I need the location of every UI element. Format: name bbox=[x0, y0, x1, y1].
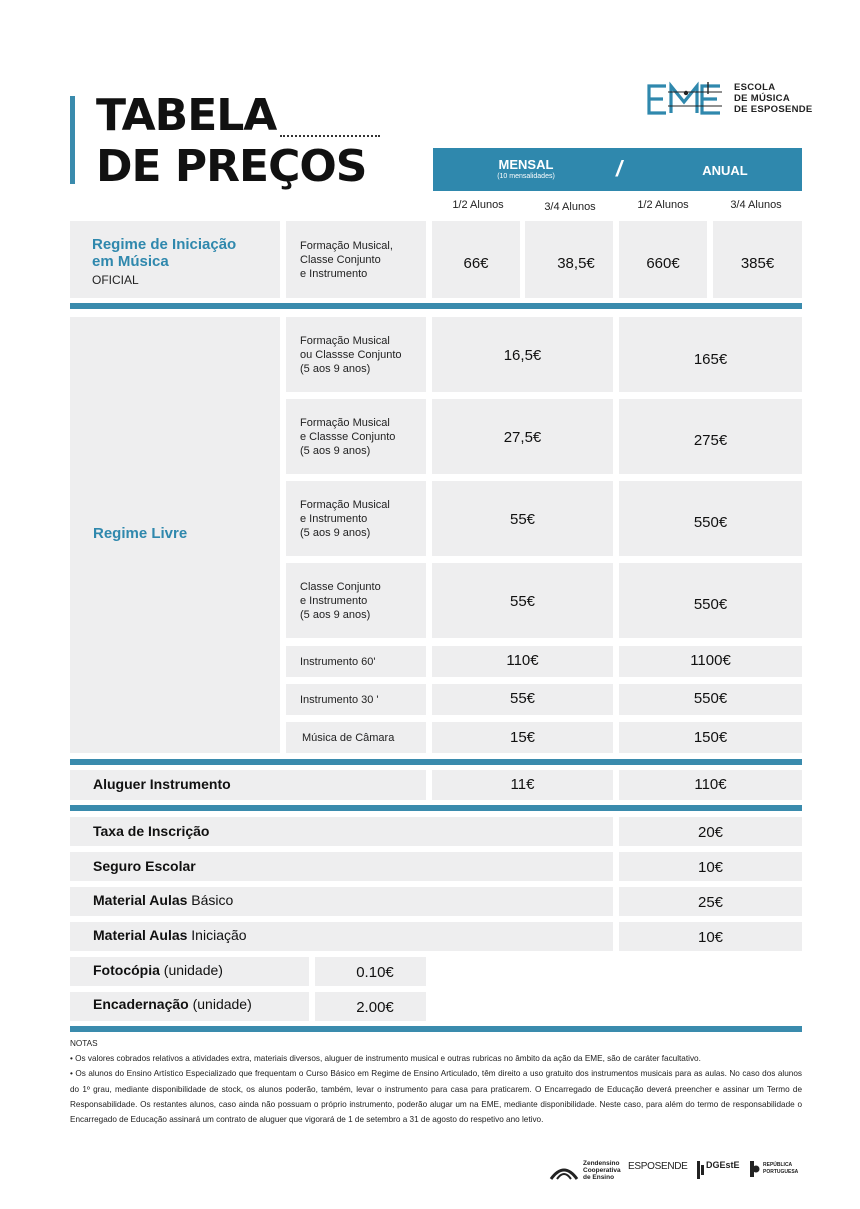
dgeste-logo-icon bbox=[697, 1161, 705, 1179]
extra-value-2: 10€ bbox=[697, 859, 724, 876]
page-title-line1: TABELA bbox=[96, 90, 277, 141]
iniciacao-price-1: 66€ bbox=[463, 255, 489, 272]
divider-bar bbox=[70, 805, 802, 811]
livre-mensal-2: 27,5€ bbox=[503, 429, 542, 446]
extra-value-3: 25€ bbox=[697, 894, 724, 911]
extra-label-2: Seguro Escolar bbox=[93, 858, 196, 874]
iniciacao-price-3: 660€ bbox=[646, 255, 680, 272]
livre-mensal-6: 55€ bbox=[509, 690, 536, 707]
col-header-3: 1/2 Alunos bbox=[637, 199, 689, 211]
livre-mensal-4: 55€ bbox=[509, 593, 536, 610]
school-name: ESCOLA DE MÚSICA DE ESPOSENDE bbox=[734, 82, 813, 115]
extra-value-4: 10€ bbox=[697, 929, 724, 946]
livre-name: Regime Livre bbox=[93, 525, 188, 542]
footer-zendensino: Zendensino Cooperativa de Ensino bbox=[583, 1160, 621, 1181]
header-anual: ANUAL bbox=[702, 163, 748, 178]
header-mensal: MENSAL bbox=[498, 157, 554, 172]
livre-desc-2: Formação Musical e Classse Conjunto (5 aos 9 anos) bbox=[300, 417, 396, 457]
aluguer-anual: 110€ bbox=[694, 776, 727, 793]
notes-p1: • Os valores cobrados relativos a atividades extra, materiais diversos, aluguer de instrumento musical e outras rubricas no âmbito da ação da EME, são de caráter facultativo. bbox=[70, 1054, 701, 1064]
livre-anual-3: 550€ bbox=[693, 514, 728, 531]
divider-bar bbox=[70, 759, 802, 765]
divider-bar bbox=[70, 303, 802, 309]
livre-mensal-7: 15€ bbox=[509, 729, 536, 746]
livre-mensal-3: 55€ bbox=[509, 511, 536, 528]
iniciacao-desc: Formação Musical, Classe Conjunto e Instrumento bbox=[300, 240, 393, 280]
livre-anual-5: 1100€ bbox=[690, 652, 731, 669]
notes-title: NOTAS bbox=[70, 1039, 98, 1048]
footer-dgeste: DGEstE bbox=[706, 1160, 740, 1170]
price-header bbox=[433, 148, 802, 191]
col-header-4: 3/4 Alunos bbox=[730, 199, 782, 211]
extra-label-3: Material Aulas Básico bbox=[93, 892, 234, 908]
livre-mensal-1: 16,5€ bbox=[503, 347, 542, 364]
zendensino-logo-icon bbox=[549, 1161, 579, 1181]
col-header-2: 3/4 Alunos bbox=[544, 201, 596, 213]
livre-desc-4: Classe Conjunto e Instrumento (5 aos 9 anos) bbox=[300, 581, 381, 621]
page-title-line2: DE PREÇOS bbox=[96, 141, 367, 192]
title-accent-bar bbox=[70, 96, 75, 184]
header-mensal-sub: (10 mensalidades) bbox=[497, 173, 555, 180]
unit-value-2: 2.00€ bbox=[356, 999, 394, 1016]
unit-label-2: Encadernação (unidade) bbox=[93, 996, 252, 1012]
aluguer-mensal: 11€ bbox=[510, 776, 535, 793]
livre-anual-2: 275€ bbox=[693, 432, 728, 449]
livre-anual-6: 550€ bbox=[693, 690, 728, 707]
notes-p2: • Os alunos do Ensino Artístico Especializado que frequentam o Curso Básico em Regime de Ensino Articulado, têm direito a uso gratuito dos instrumentos musicais para as aulas. No caso dos alunos do 1º grau, mediante disponibilidade de stock, os alunos poderão, também, levar o instrumento para casa para praticarem. O Encarregado de Educação deverá preencher e assinar um Termo de Responsabilidade. Os restantes alunos, caso ainda não possuam o próprio instrumento, poderão alugar um na EME, mediante disponibilidade. Neste caso, para além do termo de responsabilidade o Encarregado de Educação assinará um contrato de aluguer que vigorará de 1 de setembro a 31 de agosto do respetivo ano letivo. bbox=[70, 1069, 802, 1125]
livre-desc-3: Formação Musical e Instrumento (5 aos 9 anos) bbox=[300, 499, 390, 539]
extra-label-4: Material Aulas Iniciação bbox=[93, 927, 247, 943]
livre-anual-4: 550€ bbox=[693, 596, 728, 613]
iniciacao-tag: OFICIAL bbox=[92, 273, 139, 287]
unit-value-1: 0.10€ bbox=[356, 964, 394, 981]
livre-mensal-5: 110€ bbox=[506, 652, 539, 669]
header-slash: / bbox=[616, 156, 623, 181]
iniciacao-name: Regime de Iniciação em Música bbox=[92, 236, 237, 270]
livre-desc-6: Instrumento 30 ' bbox=[300, 694, 379, 706]
col-header-1: 1/2 Alunos bbox=[452, 199, 504, 211]
notes bbox=[70, 1036, 802, 1127]
livre-desc-5: Instrumento 60' bbox=[300, 656, 376, 668]
iniciacao-price-4: 385€ bbox=[740, 255, 775, 272]
livre-anual-7: 150€ bbox=[693, 729, 728, 746]
republica-logo-icon bbox=[750, 1161, 760, 1177]
livre-desc-7: Música de Câmara bbox=[302, 732, 395, 744]
iniciacao-price-2: 38,5€ bbox=[557, 255, 595, 272]
extra-label-1: Taxa de Inscrição bbox=[93, 823, 210, 839]
footer-republica: REPÚBLICA PORTUGUESA bbox=[763, 1162, 799, 1175]
extra-value-1: 20€ bbox=[697, 824, 724, 841]
livre-desc-1: Formação Musical ou Classse Conjunto (5 aos 9 anos) bbox=[300, 335, 402, 375]
unit-label-1: Fotocópia (unidade) bbox=[93, 962, 223, 978]
footer-esposende: ESPOSENDE bbox=[628, 1161, 688, 1172]
livre-anual-1: 165€ bbox=[693, 351, 728, 368]
title-dotted-rule bbox=[280, 135, 380, 137]
divider-bar bbox=[70, 1026, 802, 1032]
aluguer-label: Aluguer Instrumento bbox=[93, 776, 231, 792]
